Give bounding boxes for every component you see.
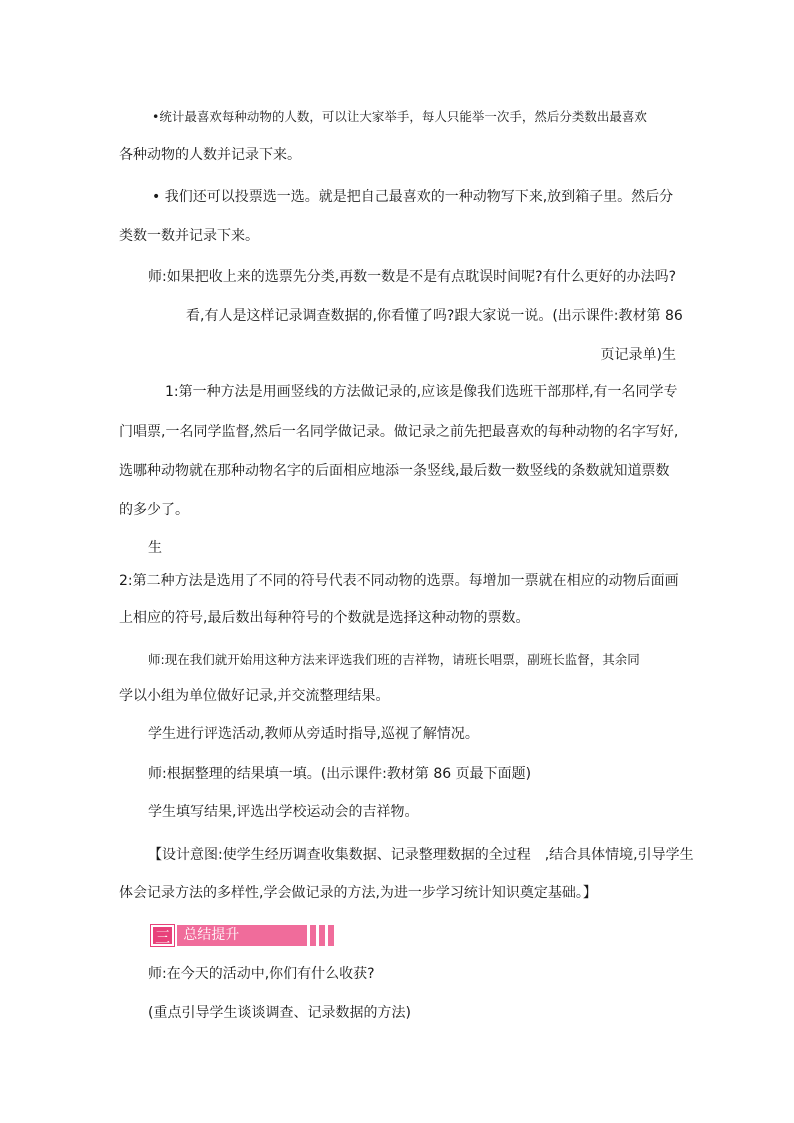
section-decoration — [310, 925, 337, 946]
paragraph-line: 生 — [148, 540, 162, 556]
paragraph-line: 类数一数并记录下来。 — [119, 228, 259, 244]
paragraph-line: 师:现在我们就开始用这种方法来评选我们班的吉祥物，请班长唱票，副班长监督，其余同 — [148, 652, 640, 667]
paragraph-line: 的多少了。 — [119, 502, 189, 518]
paragraph-line: 学生填写结果,评选出学校运动会的吉祥物。 — [148, 804, 419, 820]
paragraph-line: 2:第二种方法是选用了不同的符号代表不同动物的选票。每增加一票就在相应的动物后面画 — [119, 573, 679, 589]
section-header — [151, 925, 337, 946]
paragraph-line: 1:第一种方法是用画竖线的方法做记录的,应该是像我们选班干部那样,有一名同学专 — [165, 384, 678, 400]
paragraph-line: 师:在今天的活动中,你们有什么收获? — [148, 966, 375, 982]
section-number: 三 — [151, 925, 174, 946]
paragraph-line: 选哪种动物就在那种动物名字的后面相应地添一条竖线,最后数一数竖线的条数就知道票数 — [119, 463, 670, 479]
section-title: 总结提升 — [177, 925, 307, 946]
paragraph-line: 页记录单)生 — [600, 347, 676, 363]
paragraph-line: •统计最喜欢每种动物的人数，可以让大家举手，每人只能举一次手，然后分类数出最喜欢 — [152, 109, 647, 124]
paragraph-line: 上相应的符号,最后数出每种符号的个数就是选择这种动物的票数。 — [119, 610, 530, 626]
design-intent-line: 【设计意图:使学生经历调查收集数据、记录整理数据的全过程 ,结合具体情境,引导学生 — [148, 847, 694, 863]
paragraph-line: 师:如果把收上来的选票先分类,再数一数是不是有点耽误时间呢?有什么更好的办法吗? — [148, 269, 677, 285]
paragraph-line: 学以小组为单位做好记录,并交流整理结果。 — [119, 688, 390, 704]
paragraph-line: • 我们还可以投票选一选。就是把自己最喜欢的一种动物写下来,放到箱子里。然后分 — [152, 189, 674, 205]
paragraph-line: 看,有人是这样记录调查数据的,你看懂了吗?跟大家说一说。(出示课件:教材第 86 — [186, 308, 683, 324]
design-intent-line: 体会记录方法的多样性,学会做记录的方法,为进一步学习统计知识奠定基础。】 — [119, 885, 597, 901]
paragraph-line: 学生进行评选活动,教师从旁适时指导,巡视了解情况。 — [148, 726, 479, 742]
paragraph-line: 各种动物的人数并记录下来。 — [119, 147, 301, 163]
paragraph-line: 师:根据整理的结果填一填。(出示课件:教材第 86 页最下面题) — [148, 766, 532, 782]
paragraph-line: (重点引导学生谈谈调查、记录数据的方法) — [148, 1005, 411, 1021]
paragraph-line: 门唱票,一名同学监督,然后一名同学做记录。做记录之前先把最喜欢的每种动物的名字写好, — [119, 424, 679, 440]
